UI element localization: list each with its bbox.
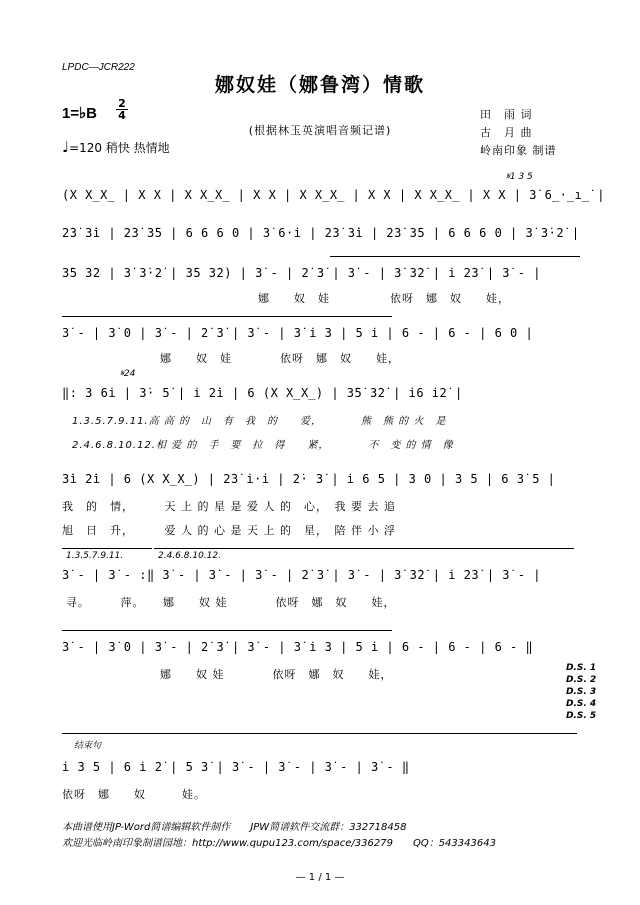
- transcription-note: (根据林玉英演唱音频记谱): [248, 124, 392, 137]
- song-title: 娜奴娃（娜鲁湾）情歌: [214, 74, 425, 96]
- slur-line: [62, 316, 392, 317]
- segno-mark: 𝄋24: [120, 369, 136, 379]
- notation-line: 3̇ - | 3̇ 0 | 3̇ - | 2̇ 3̇ | 3̇ - | 3̇ i̇ 3 | 5 i̇ | 6 - | 6 - | 6 - ‖: [62, 640, 534, 654]
- volta-bracket-2: [154, 548, 574, 549]
- slur-line: [330, 256, 580, 257]
- key-signature: 1=♭B: [62, 105, 98, 122]
- lyric-line: 娜 奴 娃 依呀 娜 奴 娃，: [258, 292, 510, 305]
- lyric-line: 娜 奴 娃 依呀 娜 奴 娃，: [160, 668, 393, 681]
- lyric-verse-2: 2.4.6.8.10.12.相 爱 的 手 要 拉 得 紧， 不 变 的 情 像: [72, 440, 454, 451]
- notation-line: 2̇3̇ 3̇i̇ | 2̇3̇ 3̇5 | 6 6 6 0 | 3̇ 6·i̇ | 2̇3̇ 3̇i̇ | 2̇3̇ 3̇5 | 6 6 6 0 | 3̇ 3̇·2̇ |: [62, 226, 580, 240]
- time-signature: [116, 98, 128, 121]
- lyric-line: 依呀 娜 奴 娃。: [62, 788, 206, 801]
- ds-mark: D.S. 1: [566, 663, 597, 673]
- ds-mark: D.S. 5: [566, 711, 597, 721]
- page-number: — 1 / 1 —: [295, 872, 345, 883]
- notation-line: 3̇ - | 3̇ 0 | 3̇ - | 2̇ 3̇ | 3̇ - | 3̇ i̇ 3 | 5 i̇ | 6 - | 6 - | 6 0 |: [62, 326, 534, 340]
- tempo-text: =120 稍快 热情地: [69, 141, 170, 155]
- lyric-verse-1: 1.3.5.7.9.11.高 高 的 山 有 我 的 爱， 熊 熊 的 火 是: [72, 416, 447, 427]
- tempo-marking: [62, 138, 170, 156]
- notation-line: 3̇ - | 3̇ - :‖ 3̇ - | 3̇ - | 3̇ - | 2̇ 3̇ | 3̇ - | 3̇ 3̇2̇ | i̇ 2̇3̇ | 3̇ - |: [62, 568, 541, 582]
- slur-line: [62, 630, 392, 631]
- website-note: 欢迎光临岭南印象制谱园地：http://www.qupu123.com/space/336279 QQ：543343643: [62, 838, 496, 849]
- ending-label: 结束句: [74, 741, 102, 751]
- software-note: 本曲谱使用JP-Word简谱编辑软件制作 JPW简谱软件交流群：332718458: [62, 822, 407, 833]
- lyricist-credit: 田 雨 词: [480, 108, 533, 121]
- ds-mark: D.S. 4: [566, 699, 597, 709]
- lyric-line: 寻。 萍。 娜 奴 娃 依呀 娜 奴 娃，: [66, 596, 396, 609]
- volta-1-label: 1.3.5.7.9.11.: [66, 551, 124, 561]
- notation-line: 3̇5 3̇2 | 3̇ 3̇·2̇ | 3̇5 3̇2) | 3̇ - | 2̇ 3̇ | 3̇ - | 3̇ 3̇2̇ | i̇ 2̇3̇ | 3̇ - |: [62, 266, 541, 280]
- volta-2-label: 2.4.6.8.10.12.: [158, 551, 221, 561]
- lyric-verse-1: 我 的 情， 天 上 的 星 是 爱 人 的 心， 我 要 去 追: [62, 500, 396, 513]
- notation-line: 3̇i̇ 2̇i̇ | 6 (X X̲X̲) | 2̇3̇ i̇·i̇ | 2̇· 3̇ | i̇ 6 5 | 3 0 | 3 5 | 6 3̇ 5 |: [62, 472, 556, 486]
- time-signature-top: 2: [116, 98, 128, 110]
- score-code: LPDC—JCR222: [62, 62, 135, 73]
- ending-bracket: [62, 733, 577, 734]
- notation-line: (X X̲X̲ | X X | X X̲X̲ | X X | X X̲X̲ | X X | X X̲X̲ | X X | 3̇ 6̲·̲i̲̇ |: [62, 188, 605, 202]
- arranger-credit: 岭南印象 制谱: [480, 144, 557, 157]
- composer-credit: 古 月 曲: [480, 126, 533, 139]
- ds-mark: D.S. 3: [566, 687, 597, 697]
- segno-mark: 𝄋1 3 5: [506, 172, 533, 182]
- notation-line: i̇ 3 5 | 6 i̇ 2̇ | 5 3̇ | 3̇ - | 3̇ - | 3̇ - | 3̇ - ‖: [62, 760, 410, 774]
- lyric-line: 娜 奴 娃 依呀 娜 奴 娃，: [160, 352, 400, 365]
- time-signature-bottom: 4: [118, 109, 126, 122]
- ds-mark: D.S. 2: [566, 675, 597, 685]
- lyric-verse-2: 旭 日 升， 爱 人 的 心 是 天 上 的 星， 陪 伴 小 浮: [62, 524, 396, 537]
- volta-bracket-1: [62, 548, 152, 549]
- notation-line: ‖: 3 6i̇ | 3̇· 5̇ | i̇ 2̇i̇ | 6 (X X̲X̲) | 3̇5̇ 3̇2̇ | i̇6 i̇2̇ |: [62, 386, 463, 400]
- quarter-note-icon: ♩: [62, 138, 70, 156]
